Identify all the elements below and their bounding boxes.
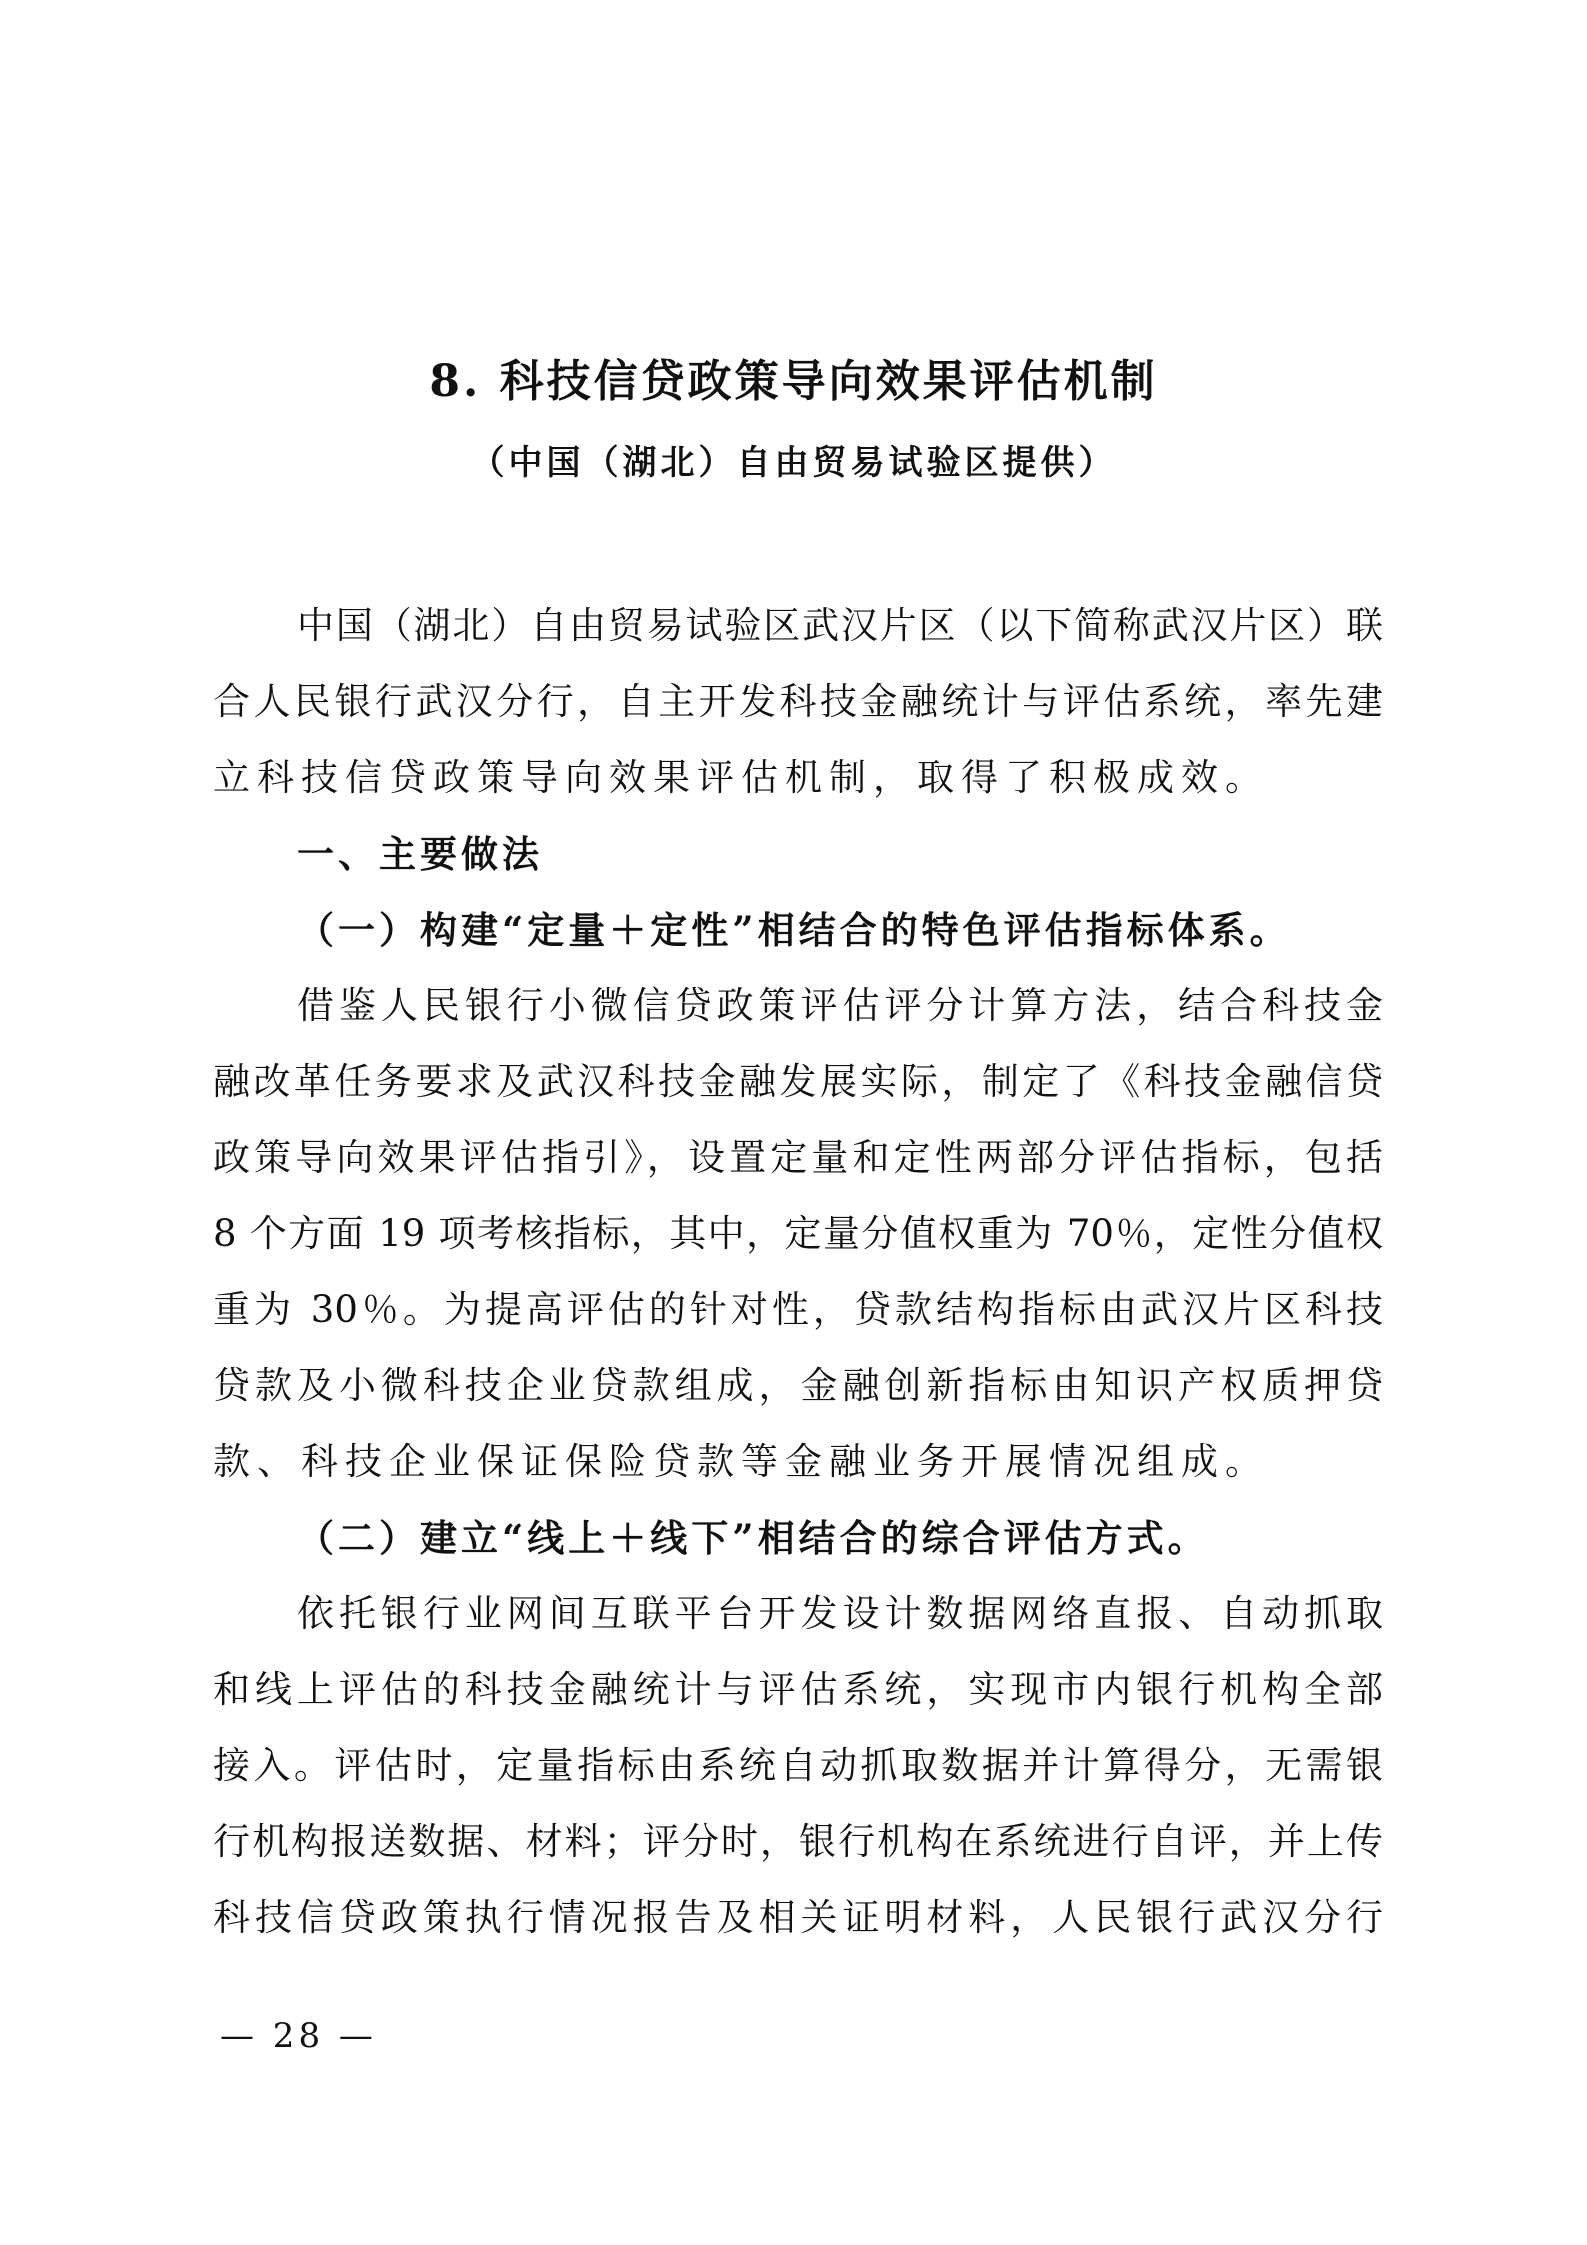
paragraph-line: 立科技信贷政策导向效果评估机制，取得了积极成效。	[213, 756, 1269, 799]
paragraph-line: 重为 30％。为提高评估的针对性，贷款结构指标由武汉片区科技	[213, 1288, 1383, 1331]
document-title: 8. 科技信贷政策导向效果评估机制	[429, 356, 1158, 407]
paragraph-line: 贷款及小微科技企业贷款组成，金融创新指标由知识产权质押贷	[213, 1364, 1383, 1407]
subsection-heading: （一）构建“定量＋定性”相结合的特色评估指标体系。	[297, 908, 1291, 952]
document-subtitle: （中国（湖北）自由贸易试验区提供）	[470, 443, 1117, 483]
paragraph-line: 合人民银行武汉分行，自主开发科技金融统计与评估系统，率先建	[213, 680, 1383, 723]
paragraph-line: 政策导向效果评估指引》，设置定量和定性两部分评估指标，包括	[213, 1136, 1383, 1179]
paragraph-line: 依托银行业网间互联平台开发设计数据网络直报、自动抓取	[297, 1592, 1383, 1635]
paragraph-line: 借鉴人民银行小微信贷政策评估评分计算方法，结合科技金	[297, 984, 1383, 1027]
paragraph-line: 款、科技企业保证保险贷款等金融业务开展情况组成。	[213, 1440, 1269, 1483]
paragraph-line: 科技信贷政策执行情况报告及相关证明材料，人民银行武汉分行	[213, 1896, 1383, 1939]
paragraph-line: 中国（湖北）自由贸易试验区武汉片区（以下简称武汉片区）联	[297, 604, 1383, 647]
subsection-heading: （二）建立“线上＋线下”相结合的综合评估方式。	[297, 1516, 1209, 1560]
paragraph-line: 行机构报送数据、材料；评分时，银行机构在系统进行自评，并上传	[213, 1820, 1383, 1863]
paragraph-line: 8 个方面 19 项考核指标，其中，定量分值权重为 70％，定性分值权	[213, 1212, 1383, 1255]
paragraph-line: 接入。评估时，定量指标由系统自动抓取数据并计算得分，无需银	[213, 1744, 1383, 1787]
page-number: — 28 —	[220, 2016, 377, 2056]
paragraph-line: 融改革任务要求及武汉科技金融发展实际，制定了《科技金融信贷	[213, 1060, 1383, 1103]
section-heading: 一、主要做法	[297, 832, 543, 876]
paragraph-line: 和线上评估的科技金融统计与评估系统，实现市内银行机构全部	[213, 1668, 1383, 1711]
